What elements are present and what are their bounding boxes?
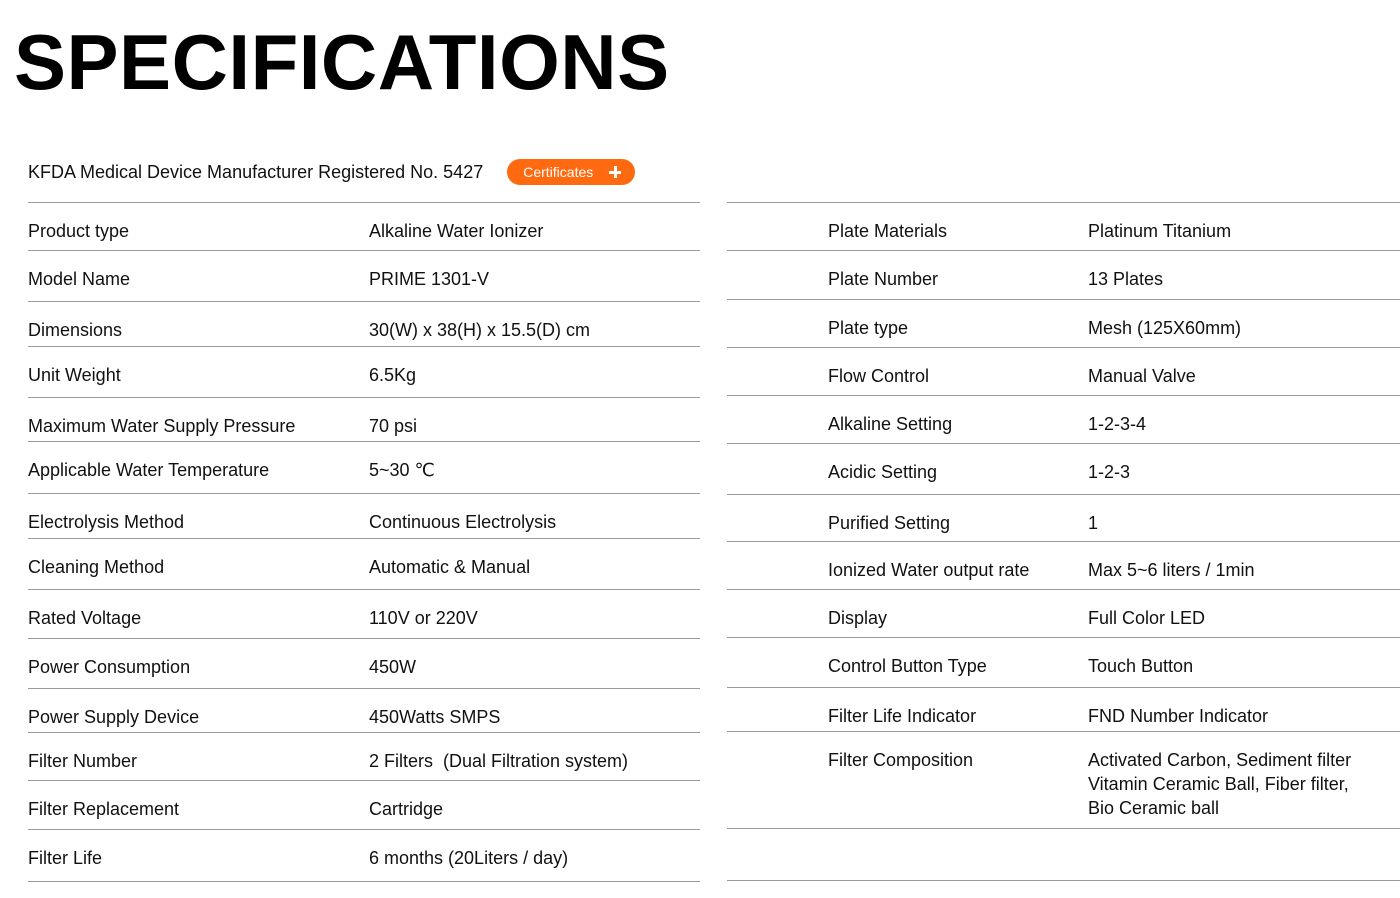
spec-value: FND Number Indicator <box>1088 706 1269 726</box>
spec-label: Plate Number <box>828 269 939 289</box>
spec-value: 70 psi <box>369 416 418 436</box>
spec-value: 13 Plates <box>1088 269 1164 289</box>
spec-row-empty <box>727 829 1400 881</box>
spec-value: PRIME 1301-V <box>369 269 490 289</box>
spec-value: Automatic & Manual <box>369 557 531 577</box>
spec-label: Dimensions <box>28 320 123 340</box>
spec-label: Maximum Water Supply Pressure <box>28 416 296 436</box>
spec-value-line: Bio Ceramic ball <box>1088 798 1220 818</box>
spec-row-control-button-type <box>727 638 1400 688</box>
spec-value-line: Activated Carbon, Sediment filter <box>1088 750 1352 770</box>
spec-row-filter-number <box>28 733 700 781</box>
spec-label: Display <box>828 608 888 628</box>
spec-label: Control Button Type <box>828 656 987 676</box>
spec-value: 6 months (20Liters / day) <box>369 848 569 868</box>
spec-row-purified-setting <box>727 495 1400 542</box>
spec-value: 6.5Kg <box>369 365 417 385</box>
spec-label: Filter Composition <box>828 750 974 770</box>
spec-row-filter-life <box>28 830 700 882</box>
spec-row-max-pressure <box>28 398 700 442</box>
spec-value: 450W <box>369 657 417 677</box>
spec-row-output-rate <box>727 542 1400 590</box>
certificates-button-label: Certificates <box>523 164 594 180</box>
spec-value-multiline <box>1088 748 1400 820</box>
spec-value: Mesh (125X60mm) <box>1088 318 1242 338</box>
spec-row-power-supply <box>28 689 700 733</box>
spec-row-electrolysis-method <box>28 494 700 539</box>
spec-table-left <box>28 202 700 882</box>
spec-row-filter-replacement <box>28 781 700 830</box>
spec-value: Platinum Titanium <box>1088 221 1232 241</box>
spec-row-power-consumption <box>28 639 700 689</box>
spec-value: Continuous Electrolysis <box>369 512 557 532</box>
spec-value: Max 5~6 liters / 1min <box>1088 560 1255 580</box>
spec-label: Power Supply Device <box>28 707 200 727</box>
spec-row-product-type <box>28 203 700 251</box>
certificates-button[interactable] <box>507 159 635 185</box>
spec-label: Filter Life Indicator <box>828 706 977 726</box>
spec-label: Alkaline Setting <box>828 414 953 434</box>
spec-row-unit-weight <box>28 347 700 398</box>
registration-text: KFDA Medical Device Manufacturer Registered No. 5427 <box>28 161 484 182</box>
spec-label: Power Consumption <box>28 657 191 677</box>
spec-label: Applicable Water Temperature <box>28 460 270 480</box>
spec-value: Cartridge <box>369 799 444 819</box>
spec-value: 450Watts SMPS <box>369 707 501 727</box>
spec-label: Product type <box>28 221 130 241</box>
spec-row-flow-control <box>727 348 1400 396</box>
spec-value: 5~30 ℃ <box>369 460 435 480</box>
spec-row-cleaning-method <box>28 539 700 590</box>
spec-value: 110V or 220V <box>369 608 478 628</box>
spec-table-right <box>727 202 1400 881</box>
spec-row-plate-number <box>727 251 1400 300</box>
spec-row-alkaline-setting <box>727 396 1400 444</box>
spec-label: Plate Materials <box>828 221 948 241</box>
spec-value: 2 Filters (Dual Filtration system) <box>369 751 629 771</box>
spec-value: 1-2-3-4 <box>1088 414 1147 434</box>
spec-value: 1-2-3 <box>1088 462 1131 482</box>
spec-row-model-name <box>28 251 700 302</box>
spec-value: 1 <box>1088 513 1099 533</box>
spec-label: Electrolysis Method <box>28 512 185 532</box>
page-title: SPECIFICATIONS <box>14 18 670 106</box>
spec-label: Rated Voltage <box>28 608 142 628</box>
spec-value: Alkaline Water Ionizer <box>369 221 544 241</box>
spec-label: Acidic Setting <box>828 462 938 482</box>
spec-label: Filter Number <box>28 751 138 771</box>
spec-label: Cleaning Method <box>28 557 165 577</box>
spec-row-plate-type <box>727 300 1400 348</box>
spec-value-line: Vitamin Ceramic Ball, Fiber filter, <box>1088 774 1349 794</box>
spec-label: Plate type <box>828 318 909 338</box>
spec-row-dimensions <box>28 302 700 347</box>
spec-value: 30(W) x 38(H) x 15.5(D) cm <box>369 320 591 340</box>
spec-label: Flow Control <box>828 366 930 386</box>
spec-label: Ionized Water output rate <box>828 560 1030 580</box>
spec-row-plate-materials <box>727 203 1400 251</box>
spec-value: Touch Button <box>1088 656 1194 676</box>
spec-row-water-temperature <box>28 442 700 494</box>
spec-label: Unit Weight <box>28 365 121 385</box>
spec-value: Full Color LED <box>1088 608 1206 628</box>
spec-row-filter-composition <box>727 732 1400 829</box>
plus-icon <box>609 166 621 178</box>
registration-info <box>28 158 635 186</box>
spec-row-acidic-setting <box>727 444 1400 495</box>
spec-row-display <box>727 590 1400 638</box>
spec-label: Filter Replacement <box>28 799 180 819</box>
spec-row-filter-life-indicator <box>727 688 1400 732</box>
spec-row-rated-voltage <box>28 590 700 639</box>
spec-label: Filter Life <box>28 848 103 868</box>
spec-label: Model Name <box>28 269 131 289</box>
spec-label: Purified Setting <box>828 513 951 533</box>
spec-value: Manual Valve <box>1088 366 1196 386</box>
